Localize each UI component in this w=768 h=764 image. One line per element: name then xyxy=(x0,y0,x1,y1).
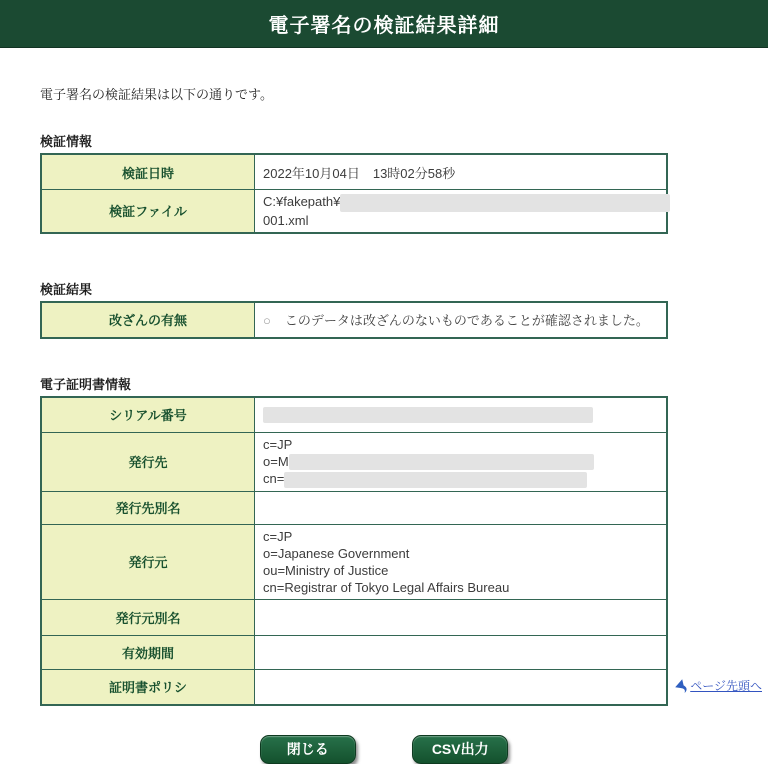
row-label-issued-to: 発行先 xyxy=(41,432,255,491)
verification-result-table xyxy=(40,301,668,339)
row-label-serial: シリアル番号 xyxy=(41,397,255,433)
section-heading-verification-result: 検証結果 xyxy=(40,281,93,297)
section-heading-verification-info: 検証情報 xyxy=(40,134,93,149)
table-row xyxy=(41,302,667,338)
file-name-line: 001.xml xyxy=(263,212,309,228)
table-row xyxy=(41,432,667,491)
section-heading-certificate-info: 電子証明書情報 xyxy=(40,376,132,392)
page-title: 電子署名の検証結果詳細 xyxy=(268,15,500,37)
page-header xyxy=(0,0,768,48)
row-value-datetime: 2022年10月04日 13時02分58秒 xyxy=(255,154,668,190)
table-row xyxy=(41,397,667,433)
verification-info-table xyxy=(40,153,668,234)
row-value-issued-to-alias xyxy=(255,491,668,524)
row-value-policy xyxy=(255,669,668,705)
row-value-validity xyxy=(255,635,668,669)
table-row xyxy=(41,154,667,190)
table-row xyxy=(41,190,667,233)
table-row xyxy=(41,635,667,669)
intro-text: 電子署名の検証結果は以下の通りです。 xyxy=(40,87,273,102)
back-to-top xyxy=(674,677,762,694)
table-row xyxy=(41,491,667,524)
issuer-line2: o=Japanese Government xyxy=(263,545,410,561)
file-path-line xyxy=(263,193,658,212)
table-row xyxy=(41,599,667,635)
status-circle-icon: ○ xyxy=(263,313,271,329)
row-label-file: 検証ファイル xyxy=(41,190,255,233)
issued-to-line2 xyxy=(263,453,658,471)
row-value-issuer-alias xyxy=(255,599,668,635)
row-label-validity: 有効期間 xyxy=(41,635,255,669)
table-row xyxy=(41,669,667,705)
row-value-file xyxy=(255,190,668,233)
row-label-issued-to-alias: 発行先別名 xyxy=(41,491,255,524)
redacted-common-name xyxy=(284,472,587,488)
row-value-tamper-check xyxy=(255,302,668,338)
file-path-prefix: C:¥fakepath¥ xyxy=(263,194,341,209)
tamper-check-message: このデータは改ざんのないものであることが確認されました。 xyxy=(284,313,649,329)
row-value-issued-to xyxy=(255,432,668,491)
issuer-line3: ou=Ministry of Justice xyxy=(263,562,389,578)
row-label-issuer-alias: 発行元別名 xyxy=(41,599,255,635)
row-label-tamper-check: 改ざんの有無 xyxy=(41,302,255,338)
row-value-serial xyxy=(255,397,668,433)
row-label-datetime: 検証日時 xyxy=(41,154,255,190)
csv-export-button[interactable]: CSV出力 xyxy=(412,735,508,764)
row-label-policy: 証明書ポリシ xyxy=(41,669,255,705)
back-to-top-arrow-icon xyxy=(674,678,688,693)
row-value-issuer xyxy=(255,524,668,599)
issued-to-o-prefix: o=M xyxy=(263,453,289,469)
main-content xyxy=(0,48,768,764)
issued-to-cn-prefix: cn= xyxy=(263,471,285,487)
certificate-info-table xyxy=(40,396,668,706)
issuer-line1: c=JP xyxy=(263,528,293,544)
table-row xyxy=(41,524,667,599)
redacted-file-name xyxy=(340,194,670,212)
issued-to-line3 xyxy=(263,470,658,488)
redacted-organization xyxy=(289,454,594,470)
row-label-issuer: 発行元 xyxy=(41,524,255,599)
issued-to-line1: c=JP xyxy=(263,436,293,452)
issuer-line4: cn=Registrar of Tokyo Legal Affairs Bureau xyxy=(263,579,510,595)
button-row xyxy=(40,735,728,764)
close-button[interactable]: 閉じる xyxy=(260,735,356,764)
redacted-serial-number xyxy=(263,407,593,423)
back-to-top-link[interactable]: ページ先頭へ xyxy=(690,679,762,693)
